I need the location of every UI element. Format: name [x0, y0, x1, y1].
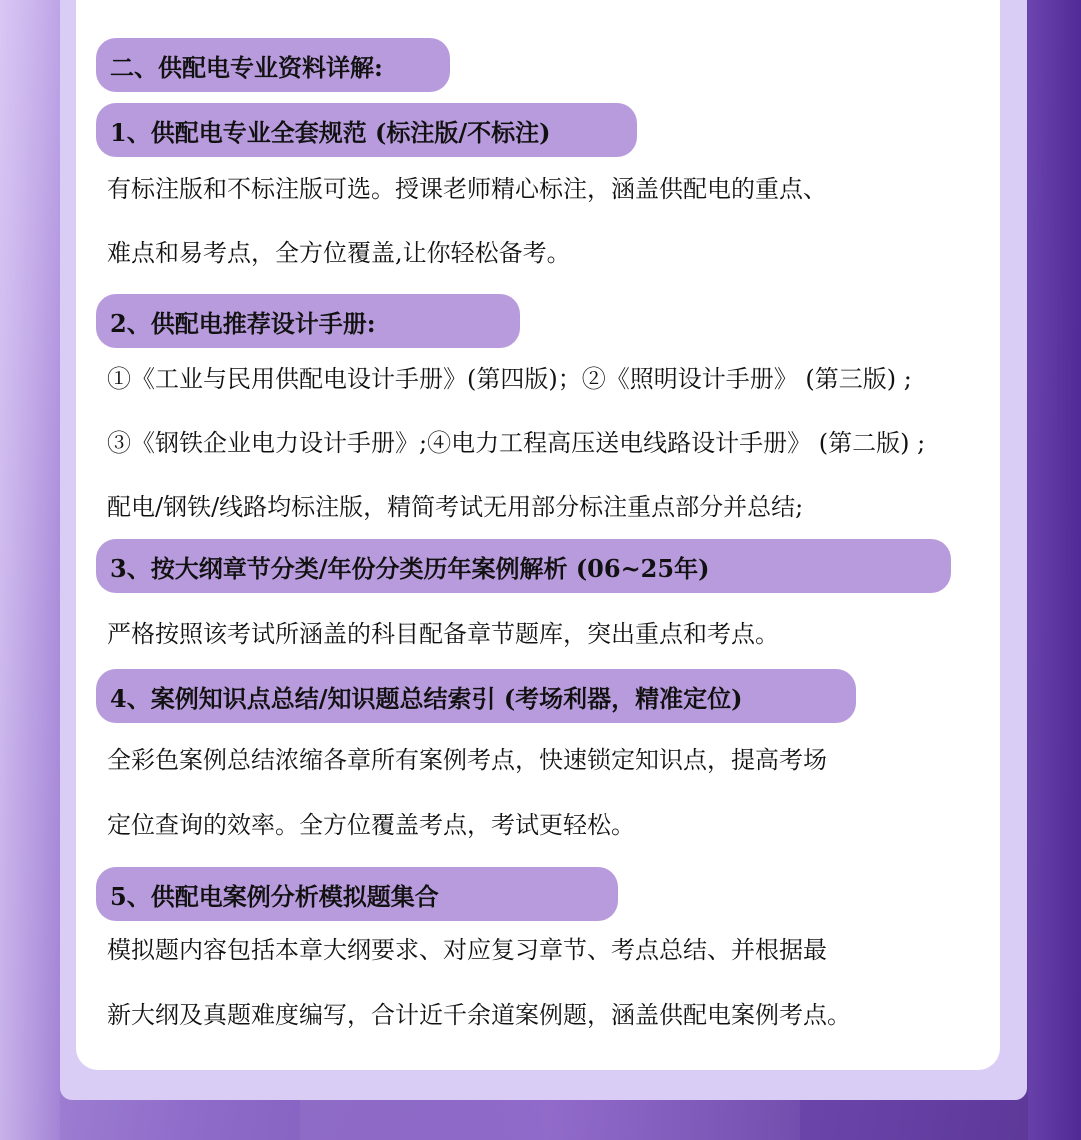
- item-2-line-1: ①《工业与民用供配电设计手册》(第四版)；②《照明设计手册》 (第三版) ;: [107, 365, 912, 393]
- background-streak-right: [1028, 0, 1081, 1140]
- item-4-line-1: 全彩色案例总结浓缩各章所有案例考点，快速锁定知识点，提高考场: [107, 746, 827, 774]
- item-4-line-2: 定位查询的效率。全方位覆盖考点，考试更轻松。: [107, 811, 635, 839]
- item-5-heading: 5、供配电案例分析模拟题集合: [96, 867, 618, 921]
- section-title: 二、供配电专业资料详解:: [96, 38, 450, 92]
- item-3-heading: 3、按大纲章节分类/年份分类历年案例解析 (06~25年): [96, 539, 951, 593]
- item-2-line-2: ③《钢铁企业电力设计手册》;④电力工程高压送电线路设计手册》 (第二版) ;: [107, 429, 926, 457]
- item-1-line-2: 难点和易考点，全方位覆盖,让你轻松备考。: [107, 239, 571, 267]
- background-streak-left: [0, 0, 60, 1140]
- item-2-line-3: 配电/钢铁/线路均标注版，精简考试无用部分标注重点部分并总结;: [107, 493, 804, 521]
- item-1-heading: 1、供配电专业全套规范 (标注版/不标注): [96, 103, 637, 157]
- item-3-line-1: 严格按照该考试所涵盖的科目配备章节题库，突出重点和考点。: [107, 620, 779, 648]
- item-2-heading: 2、供配电推荐设计手册:: [96, 294, 520, 348]
- item-1-line-1: 有标注版和不标注版可选。授课老师精心标注，涵盖供配电的重点、: [107, 175, 827, 203]
- item-5-line-2: 新大纲及真题难度编写，合计近千余道案例题，涵盖供配电案例考点。: [107, 1001, 851, 1029]
- item-4-heading: 4、案例知识点总结/知识题总结索引 (考场利器，精准定位): [96, 669, 856, 723]
- item-5-line-1: 模拟题内容包括本章大纲要求、对应复习章节、考点总结、并根据最: [107, 936, 827, 964]
- background-streak-bottom: [300, 1100, 800, 1140]
